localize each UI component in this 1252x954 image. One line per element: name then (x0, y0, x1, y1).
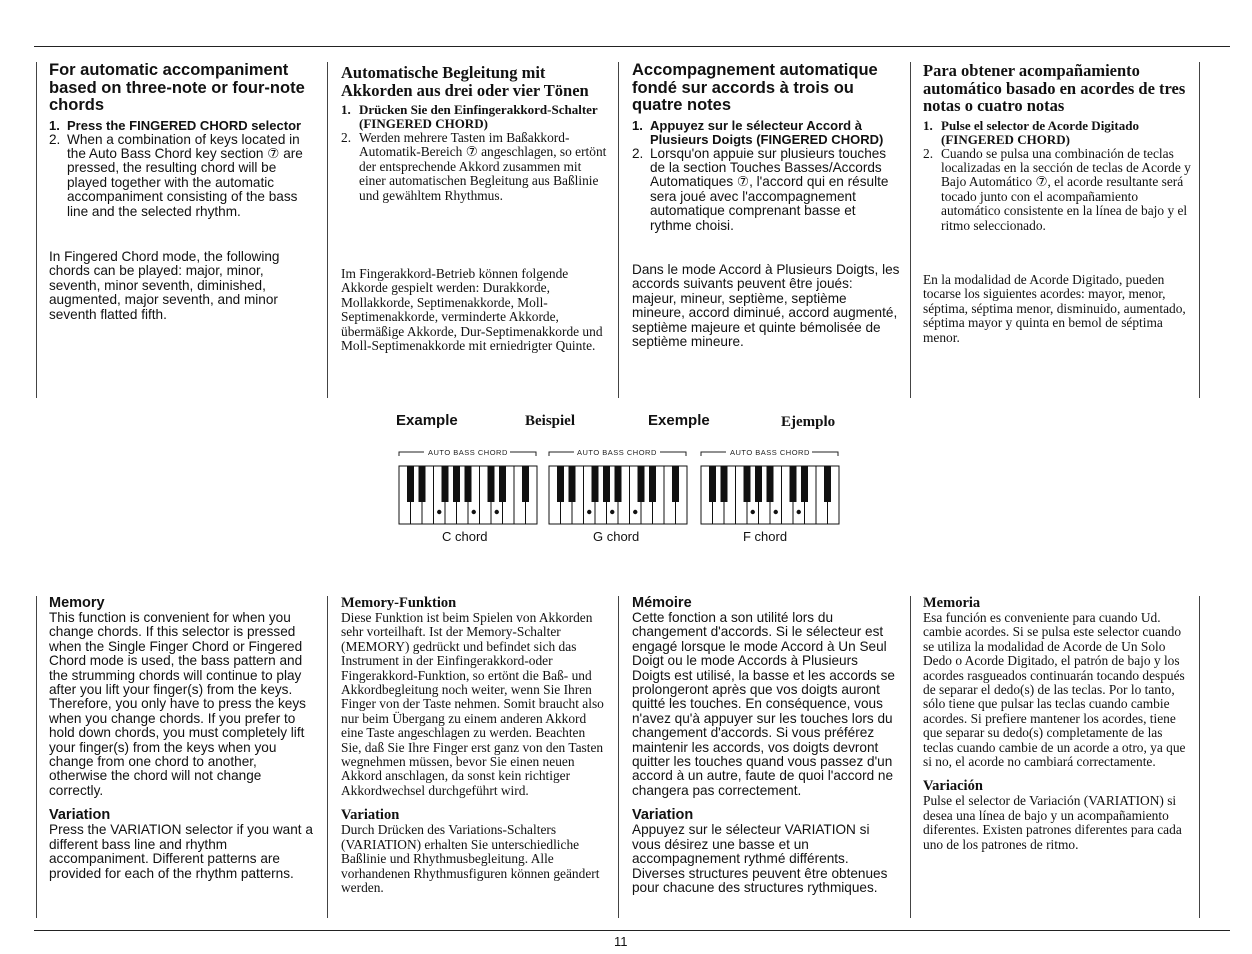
chord-types-paragraph: Dans le mode Accord à Plusieurs Doigts, les accords suivants peuvent être joués: majeur, mineur, septième, septième mineure, accord diminué, accord augmenté, septième majeure et quinte bémolisée de septième mineure. (632, 261, 900, 349)
memory-text: Diese Funktion ist beim Spielen von Akkorden sehr vorteilhaft. Ist der Memory-Schalter (MEMORY) gedrückt und befindet sich das Instrument in der Einfingerakkord-oder Fingerakkord-Funktion, so ertönt die Baß- und Akkordbegleitung noch weiter, wenn Sie Ihren Finger von der Taste nehmen. Somit braucht also nur beim Übergang zu einem anderen Akkord eine Taste angeschlagen zu werden. Beachten Sie, daß Sie Ihre Finger erst ganz von den Tasten wegnehmen müssen, bevor Sie einen neuen Akkord anschlagen, da sonst kein richtiger Akkordwechsel durchgeführt wird. (341, 610, 604, 798)
section-title: Accompagnement automatique fondé sur accords à trois ou quatre notes (632, 61, 878, 114)
black-key (801, 466, 808, 502)
bracket (399, 452, 536, 456)
step-2: 2. When a combination of keys located in the Auto Bass Chord key section ⑦ are pressed, the resulting chord will be played together with the automatic accompaniment consisting of the bass line and the selected rhythm. (49, 131, 303, 219)
bottom-rule (34, 930, 1230, 931)
step-text: Press the FINGERED CHORD selector (67, 117, 302, 133)
black-key (557, 466, 564, 502)
variation-title: Variation (341, 807, 400, 824)
step-1: 1. Appuyez sur le sélecteur Accord à Plusieurs Doigts (FINGERED CHORD) (632, 117, 884, 147)
divider (910, 596, 911, 918)
fingered-chord-german (341, 64, 607, 353)
black-key (592, 466, 599, 502)
black-key (499, 466, 506, 502)
chord-types-paragraph: In Fingered Chord mode, the following chords can be played: major, minor, seventh, minor seventh, diminished, augmented, major seventh, and minor seventh flatted fifth. (49, 248, 280, 322)
auto-bass-chord-label: AUTO BASS CHORD (428, 448, 508, 457)
chord-name: F chord (743, 529, 788, 544)
example-label-es: Ejemplo (781, 414, 836, 430)
chord-types-paragraph: En la modalidad de Acorde Digitado, pueden tocarse los siguientes acordes: mayor, menor, séptima, séptima menor, disminuido, aumentado, séptima mayor y quinta en bemol de séptima menor. (923, 271, 1186, 345)
step-text: Appuyez sur le sélecteur Accord à Plusieurs Doigts (FINGERED CHORD) (650, 117, 884, 147)
black-key (744, 466, 751, 502)
divider (618, 596, 619, 918)
keyboard-c-chord (398, 448, 543, 528)
auto-bass-chord-label: AUTO BASS CHORD (730, 448, 810, 457)
black-key (615, 466, 622, 502)
section-title: Automatische Begleitung mit Akkorden aus drei oder vier Tönen (341, 63, 589, 100)
memory-title: Memoria (923, 595, 981, 611)
black-key (767, 466, 774, 502)
chord-key-dot (495, 510, 499, 514)
variation-title: Variación (923, 778, 983, 795)
chord-key-dot (774, 510, 778, 514)
step-2: 2. Cuando se pulsa una combinación de teclas localizadas en la sección de teclas de Acorde y Bajo Automático ⑦, el acorde resultante será tocado junto con el acompañamiento automático consistente en la línea de bajo y el ritmo seleccionado. (923, 145, 1191, 233)
page-number: 11 (614, 934, 628, 949)
example-label-fr: Exemple (648, 412, 710, 429)
bracket (701, 452, 838, 456)
step-text: Drücken Sie den Einfingerakkord-Schalter (FINGERED CHORD) (359, 102, 598, 131)
memory-text: This function is convenient for when you change chords. If this selector is pressed when the Single Finger Chord or Fingered Chord mode is used, the bass pattern and the strumming chords will continue to play after you lift your finger(s) from the keys. Therefore, you only have to press the keys when you change chords. If you prefer to hold down chords, you must completely lift your finger(s) from the keys when you change from one chord to another, otherwise the chord will not change correctly. (49, 610, 306, 798)
black-key (649, 466, 656, 502)
bracket (549, 452, 686, 456)
black-key (672, 466, 679, 502)
chord-key-dot (751, 510, 755, 514)
keyboard-f-chord (700, 448, 845, 528)
divider (618, 62, 619, 398)
black-key (569, 466, 576, 502)
memory-variation-spanish (923, 595, 1191, 852)
black-key (721, 466, 728, 502)
black-key (407, 466, 414, 502)
step-1: 1. Drücken Sie den Einfingerakkord-Schalter (FINGERED CHORD) (341, 102, 598, 131)
step-text: Werden mehrere Tasten im Baßakkord-Automatik-Bereich ⑦ angeschlagen, so ertönt der entsprechende Akkord zusammen mit einer automatischen Begleitung aus Baßlinie und gewähltem Rhythmus. (359, 130, 607, 203)
black-key (419, 466, 426, 502)
memory-variation-french (632, 595, 900, 895)
divider (910, 62, 911, 398)
chord-name: C chord (442, 529, 488, 544)
chord-key-dot (610, 510, 614, 514)
section-title: For automatic accompaniment based on three-note or four-note chords (49, 61, 305, 114)
variation-text: Appuyez sur le sélecteur VARIATION si vous désirez une basse et un accompagnement rythmé différents. Diverses structures peuvent être obtenues pour chacune des structures rythmiques. (632, 822, 888, 895)
chord-key-dot (633, 510, 637, 514)
variation-text: Press the VARIATION selector if you want a different bass line and rhythm accompaniment. Different patterns are provided for each of the rhythm patterns. (49, 822, 313, 881)
memory-variation-german (341, 595, 607, 895)
chord-key-dot (797, 510, 801, 514)
black-key (488, 466, 495, 502)
divider (1199, 596, 1200, 918)
fingered-chord-english (49, 62, 317, 322)
keyboard-g-chord (548, 448, 693, 528)
memory-title: Memory-Funktion (341, 595, 457, 611)
step-text: Lorsqu'on appuie sur plusieurs touches de la section Touches Basses/Accords Automatiques ⑦, l'accord qui en résulte sera joué avec l'accompagnement automatique comprenant basse et rythme choisi. (650, 145, 889, 233)
black-key (824, 466, 831, 502)
memory-variation-english (49, 595, 317, 881)
step-2: 2. Werden mehrere Tasten im Baßakkord-Automatik-Bereich ⑦ angeschlagen, so ertönt der entsprechende Akkord zusammen mit einer automatischen Begleitung aus Baßlinie und gewähltem Rhythmus. (341, 130, 607, 203)
example-label-en: Example (396, 412, 458, 429)
variation-text: Pulse el selector de Variación (VARIATION) si desea una línea de bajo y un acompañamiento diferentes. Existen patrones diferentes para cada uno de los patrones de ritmo. (923, 793, 1182, 852)
black-key (603, 466, 610, 502)
fingered-chord-spanish (923, 62, 1191, 345)
chord-key-dot (587, 510, 591, 514)
section-title: Para obtener acompañamiento automático basado en acordes de tres notas o cuatro notas (923, 61, 1186, 115)
black-key (453, 466, 460, 502)
fingered-chord-french (632, 62, 900, 349)
variation-title: Variation (49, 807, 111, 824)
example-label-de: Beispiel (525, 413, 576, 429)
variation-title: Variation (632, 807, 694, 824)
black-key (790, 466, 797, 502)
step-1: 1. Pulse el selector de Acorde Digitado (FINGERED CHORD) (923, 117, 1139, 147)
step-1: 1. Press the FINGERED CHORD selector (49, 117, 302, 133)
divider (1199, 62, 1200, 398)
chord-name: G chord (593, 529, 640, 544)
step-text: Pulse el selector de Acorde Digitado (FINGERED CHORD) (941, 117, 1139, 147)
black-key (442, 466, 449, 502)
divider (327, 596, 328, 918)
chord-key-dot (437, 510, 441, 514)
memory-title: Memory (49, 595, 105, 611)
black-key (522, 466, 529, 502)
chord-key-dot (472, 510, 476, 514)
black-key (755, 466, 762, 502)
step-text: When a combination of keys located in the Auto Bass Chord key section ⑦ are pressed, the resulting chord will be played together with the automatic accompaniment consisting of the bass line and the selected rhythm. (67, 131, 303, 219)
divider (36, 62, 37, 398)
black-key (465, 466, 472, 502)
top-rule (34, 46, 1230, 47)
step-text: Cuando se pulsa una combinación de teclas localizadas en la sección de teclas de Acorde y Bajo Automático ⑦, el acorde resultante será tocado junto con el acompañamiento automático consistente en la línea de bajo y el ritmo seleccionado. (941, 145, 1191, 233)
memory-text: Esa función es conveniente para cuando Ud. cambie acordes. Si se pulsa este selector cuando se utiliza la modalidad de Acorde de Un Solo Dedo o Acorde Digitado, el patrón de bajo y los acordes rasgueados continuarán tocando después de separar el dedo(s) de las teclas. Por lo tanto, sólo tiene que pulsar las teclas cuando cambie acordes. Si prefiere mantener los acordes, tiene que separar su dedo(s) completamente de las teclas cuando cambie de un acorde a otro, ya que si no, el acorde no cambiará correctamente. (923, 610, 1186, 770)
variation-text: Durch Drücken des Variations-Schalters (VARIATION) erhalten Sie unterschiedliche Baßlinie und Rhythmusbegleitung. Alle vorhandenen Rhythmusfiguren können geändert werden. (341, 822, 600, 895)
step-2: 2. Lorsqu'on appuie sur plusieurs touches de la section Touches Basses/Accords Automatiques ⑦, l'accord qui en résulte sera joué avec l'accompagnement automatique comprenant basse et rythme choisi. (632, 145, 889, 233)
memory-text: Cette fonction a son utilité lors du changement d'accords. Si le sélecteur est engagé lorsque le mode Accord à Un Seul Doigt ou le mode Accords à Plusieurs Doigts est utilisé, la basse et les accords se prolongeront après que vos doigts auront quitté les touches. En conséquence, vous n'avez qu'à appuyer sur les touches lors du changement d'accords. Si vous préférez maintenir les accords, vos doigts devront quitter les touches quand vous passez d'un accord à un autre, faute de quoi l'accord ne changera pas correctement. (632, 610, 895, 798)
chord-types-paragraph: Im Fingerakkord-Betrieb können folgende Akkorde gespielt werden: Durakkorde, Mollakkorde, Septimenakkorde, Moll-Septimenakkorde, verminderte Akkorde, übermäßige Akkorde, Dur-Septimenakkorde und Moll-Septimenakkorde mit erniedrigter Quinte. (341, 266, 603, 354)
divider (327, 62, 328, 398)
divider (36, 596, 37, 918)
memory-title: Mémoire (632, 595, 692, 611)
auto-bass-chord-label: AUTO BASS CHORD (577, 448, 657, 457)
black-key (638, 466, 645, 502)
black-key (709, 466, 716, 502)
